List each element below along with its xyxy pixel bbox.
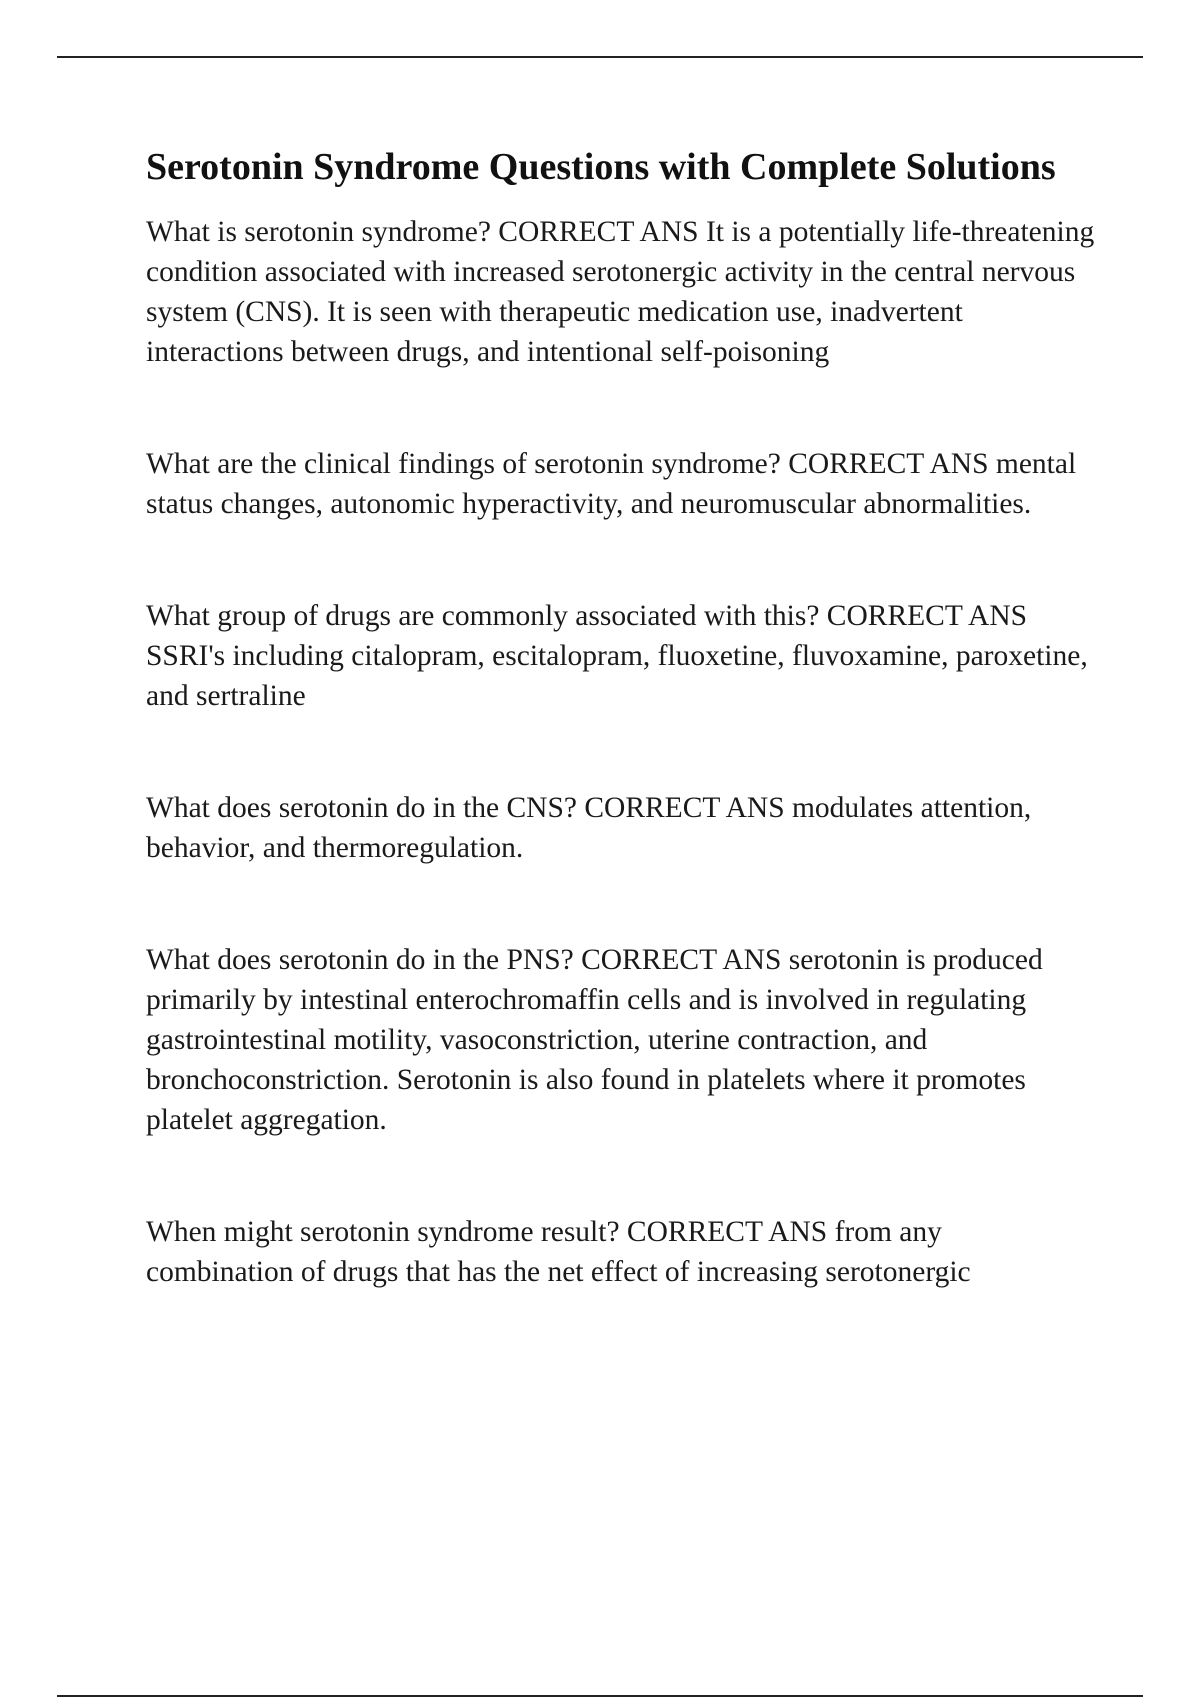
document-body: [146, 142, 1096, 1292]
qa-item: What does serotonin do in the PNS? CORRECT ANS serotonin is produced primarily by intestinal enterochromaffin cells and is involved in regulating gastrointestinal motility, vasoconstriction, uterine contraction, and bronchoconstriction. Serotonin is also found in platelets where it promotes platelet aggregation.: [146, 944, 1043, 1136]
qa-item: What group of drugs are commonly associated with this? CORRECT ANS SSRI's including citalopram, escitalopram, fluoxetine, fluvoxamine, paroxetine, and sertraline: [146, 600, 1088, 712]
qa-item: When might serotonin syndrome result? CORRECT ANS from any combination of drugs that has the net effect of increasing serotonergic: [146, 1216, 971, 1288]
qa-item: What are the clinical findings of serotonin syndrome? CORRECT ANS mental status changes, autonomic hyperactivity, and neuromuscular abnormalities.: [146, 448, 1077, 520]
footer-rule: [57, 1695, 1143, 1697]
header-rule: [57, 56, 1143, 58]
qa-item: What does serotonin do in the CNS? CORRECT ANS modulates attention, behavior, and thermoregulation.: [146, 792, 1032, 864]
document-title: Serotonin Syndrome Questions with Complete Solutions: [146, 146, 1056, 188]
qa-item: What is serotonin syndrome? CORRECT ANS It is a potentially life-threatening condition associated with increased serotonergic activity in the central nervous system (CNS). It is seen with therapeutic medication use, inadvertent interactions between drugs, and intentional self-poisoning: [146, 216, 1095, 368]
